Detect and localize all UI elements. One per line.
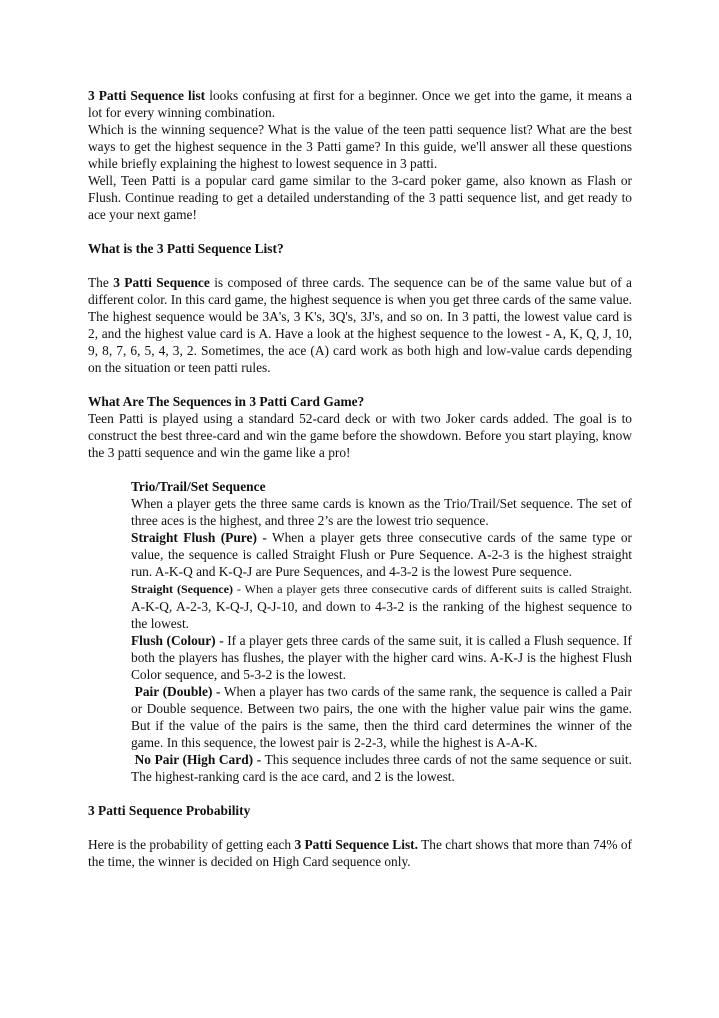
sequence-list-paragraph: The 3 Patti Sequence is composed of three cards. The sequence can be of the same value but of a different color. In this card game, the highest sequence is when you get three cards of the same value. The highest sequence would be 3A's, 3 K's, 3Q's, 3J's, and so on. In 3 patti, the lowest value card is 2, and the highest value card is A. Have a look at the highest sequence to the lowest - A, K, Q, J, 10, 9, 8, 7, 6, 5, 4, 3, 2. Sometimes, the ace (A) card work as both high and low-value cards depending on the situation or teen patti rules. — [88, 275, 632, 375]
straight-flush-item: Straight Flush (Pure) - When a player gets three consecutive cards of the same type or value, the sequence is called Straight Flush or Pure Sequence. A-2-3 is the highest straight run. A-K-Q and K-Q-J are Pure Sequences, and 4-3-2 is the lowest Pure sequence. — [131, 530, 632, 579]
straight-item: Straight (Sequence) - When a player gets three consecutive cards of different suits is called Straight. A-K-Q, A-2-3, K-Q-J, Q-J-10, and down to 4-3-2 is the ranking of the highest sequence to the lowest. — [131, 582, 632, 631]
section-heading-sequences: What Are The Sequences in 3 Patti Card Game? — [88, 394, 365, 409]
section-heading-probability: 3 Patti Sequence Probability — [88, 803, 251, 818]
probability-paragraph: Here is the probability of getting each 3 Patti Sequence List. The chart shows that more than 74% of the time, the winner is decided on High Card sequence only. — [88, 837, 633, 869]
flush-item: Flush (Colour) - If a player gets three cards of the same suit, it is called a Flush sequence. If both the players has flushes, the player with the higher card wins. A-K-J is the highest Flush Color sequence, and 5-3-2 is the lowest. — [131, 633, 632, 682]
sequence-types-list — [131, 478, 632, 785]
section-heading-sequence-list: What is the 3 Patti Sequence List? — [88, 241, 284, 256]
trio-text: When a player gets the three same cards is known as the Trio/Trail/Set sequence. The set of three aces is the highest, and three 2’s are the lowest trio sequence. — [131, 496, 632, 528]
pair-item: Pair (Double) - When a player has two cards of the same rank, the sequence is called a Pair or Double sequence. Between two pairs, the one with the higher value pair wins the game. But if the value of the pairs is the same, then the third card determines the winner of the game. In this sequence, the lowest pair is 2-2-3, while the highest is A-A-K. — [131, 684, 632, 750]
intro-paragraph-1: 3 Patti Sequence list looks confusing at first for a beginner. Once we get into the game, it means a lot for every winning combination. — [88, 88, 632, 120]
sequences-paragraph: Teen Patti is played using a standard 52-card deck or with two Joker cards added. The goal is to construct the best three-card and win the game before the showdown. Before you start playing, know the 3 patti sequence and win the game like a pro! — [88, 411, 632, 460]
intro-bold-term: 3 Patti Sequence list — [88, 88, 206, 103]
trio-title: Trio/Trail/Set Sequence — [131, 479, 266, 494]
no-pair-item: No Pair (High Card) - This sequence includes three cards of not the same sequence or suit. The highest-ranking card is the ace card, and 2 is the lowest. — [131, 752, 632, 784]
intro-paragraph-2: Which is the winning sequence? What is the value of the teen patti sequence list? What are the best ways to get the highest sequence in the 3 Patti game? In this guide, we'll answer all these questions while briefly explaining the highest to lowest sequence in 3 patti. — [88, 122, 632, 171]
intro-paragraph-3: Well, Teen Patti is a popular card game similar to the 3-card poker game, also known as Flash or Flush. Continue reading to get a detailed understanding of the 3 patti sequence list, and get ready to ace your next game! — [88, 173, 632, 222]
